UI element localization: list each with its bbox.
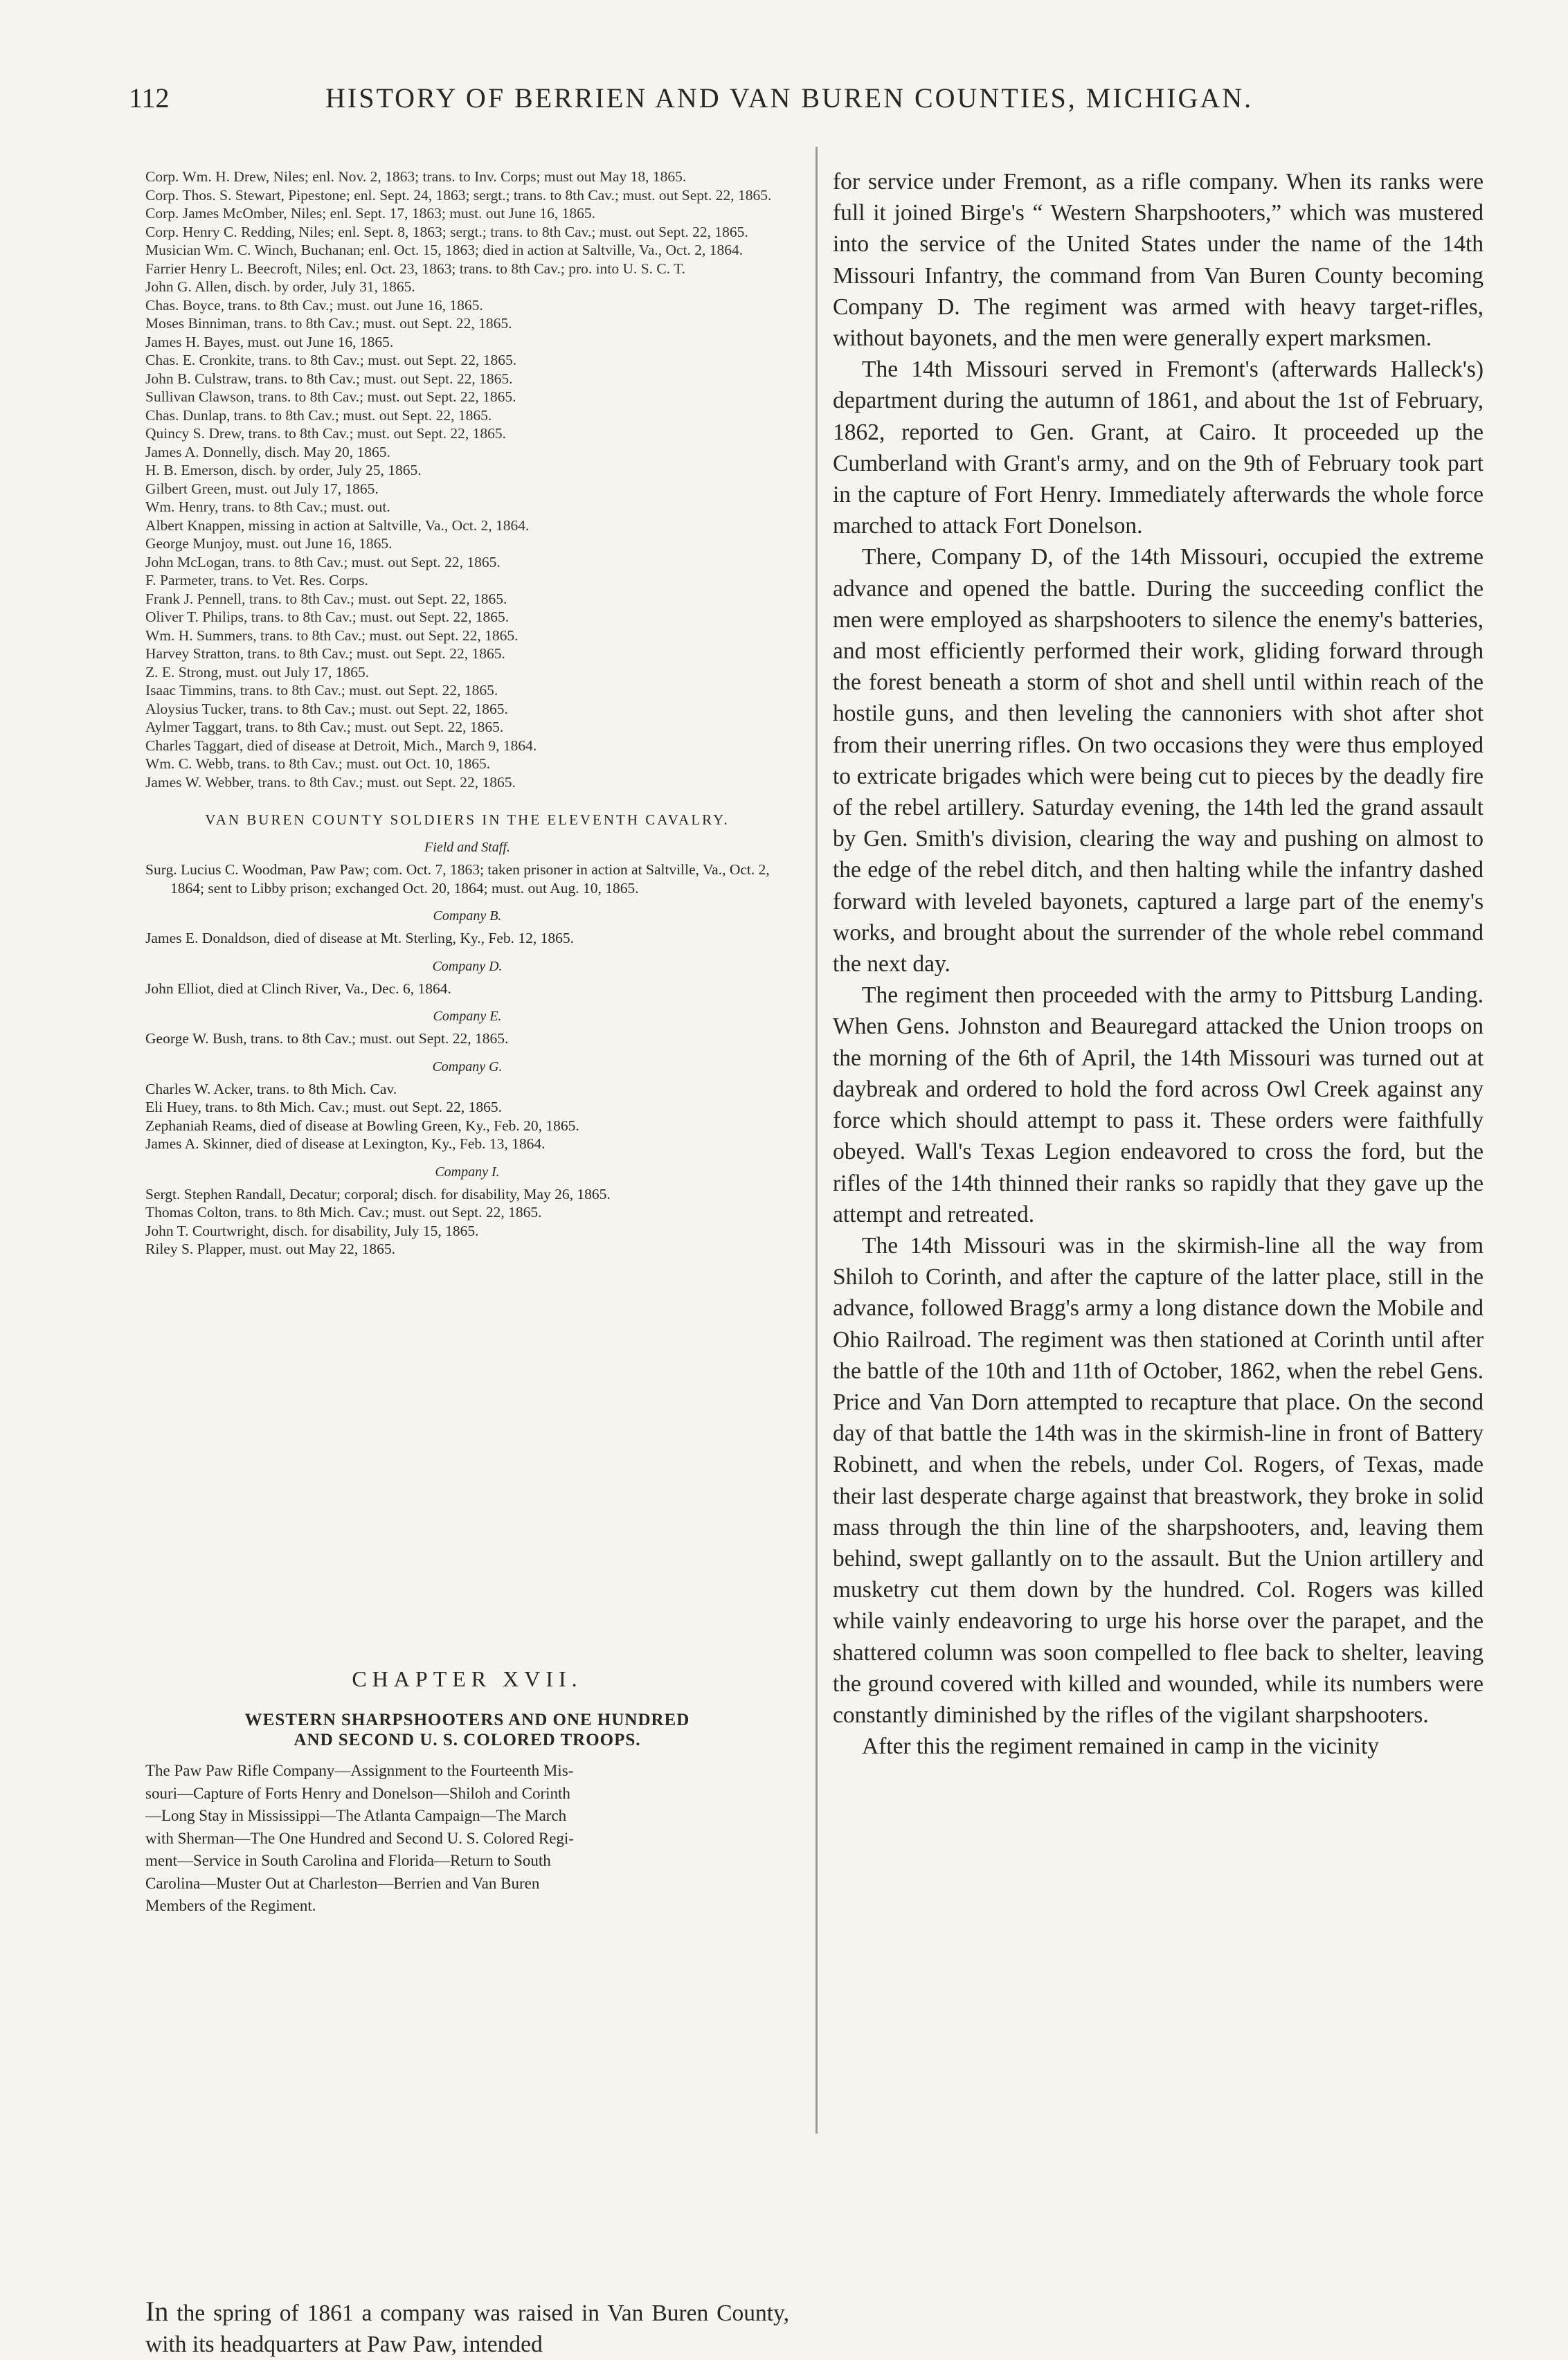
synopsis-line: souri—Capture of Forts Henry and Donelson—Shiloh and Corinth	[145, 1784, 570, 1802]
drop-initial: In	[145, 2295, 169, 2327]
roll-entry: Moses Binniman, trans. to 8th Cav.; must. out Sept. 22, 1865.	[145, 315, 512, 332]
roll-entry: Chas. Boyce, trans. to 8th Cav.; must. out June 16, 1865.	[145, 296, 483, 314]
left-column	[145, 168, 789, 2357]
body-paragraph: for service under Fremont, as a rifle company. When its ranks were full it joined Birge's “ Western Sharpshooters,” which was mustered into the service of the United States under the name of the 14th Missouri Infantry, the command from Van Buren County becoming Company D. The regiment was armed with heavy target-rifles, without bayonets, and the men were generally expert marksmen.	[833, 169, 1484, 352]
synopsis-line: —Long Stay in Mississippi—The Atlanta Campaign—The March	[145, 1807, 567, 1824]
roll-entry: John B. Culstraw, trans. to 8th Cav.; must. out Sept. 22, 1865.	[145, 370, 513, 387]
body-paragraph: There, Company D, of the 14th Missouri, occupied the extreme advance and opened the battle. During the succeeding conflict the men were employed as sharpshooters to silence the enemy's batteries, and most efficiently performed their work, gliding forward through the forest beneath a storm of shot and shell until within reach of the hostile guns, and then leveling the cannoniers with shot after shot from their unerring rifles. On two occasions they were thus employed to extricate brigades which were being cut to pieces by the deadly fire of the rebel artillery. Saturday evening, the 14th led the grand assault by Gen. Smith's division, clearing the way and pushing on almost to the edge of the rebel ditch, and then halting while the infantry dashed forward with leveled bayonets, captured a large part of the enemy's works, and brought about the surrender of the whole rebel command the next day.	[833, 544, 1484, 978]
roll-entry: Riley S. Plapper, must. out May 22, 1865.	[145, 1241, 396, 1257]
subheading-field-staff: Field and Staff.	[424, 840, 510, 855]
roll-entry: Aylmer Taggart, trans. to 8th Cav.; must. out Sept. 22, 1865.	[145, 719, 504, 735]
roll-entry: Quincy S. Drew, trans. to 8th Cav.; must. out Sept. 22, 1865.	[145, 425, 506, 442]
roll-entry: Frank J. Pennell, trans. to 8th Cav.; must. out Sept. 22, 1865.	[145, 590, 507, 607]
roll-entry: John G. Allen, disch. by order, July 31, 1865.	[145, 278, 415, 295]
roll-entry: F. Parmeter, trans. to Vet. Res. Corps.	[145, 572, 368, 588]
column-rule	[815, 147, 818, 2134]
synopsis-line: with Sherman—The One Hundred and Second U. S. Colored Regi-	[145, 1829, 574, 1847]
roll-entry: Corp. Wm. H. Drew, Niles; enl. Nov. 2, 1863; trans. to Inv. Corps; must out May 18, 1865.	[145, 168, 687, 185]
roll-entry: Albert Knappen, missing in action at Saltville, Va., Oct. 2, 1864.	[145, 516, 530, 534]
roll-entry: James E. Donaldson, died of disease at Mt. Sterling, Ky., Feb. 12, 1865.	[145, 930, 575, 946]
eleventh-cavalry-section	[145, 811, 789, 1259]
roll-entry: Corp. Thos. S. Stewart, Pipestone; enl. Sept. 24, 1863; sergt.; trans. to 8th Cav.; must. out Sept. 22, 1865.	[145, 186, 772, 204]
body-paragraph: The regiment then proceeded with the army to Pittsburg Landing. When Gens. Johnston and Beauregard attacked the Union troops on the morning of the 6th of April, the 14th Missouri was turned out at daybreak and ordered to hold the ford across Owl Creek against any force which should attempt to pass it. These orders were faithfully obeyed. Wall's Texas Legion endeavored to cross the ford, but the rifles of the 14th thinned their ranks so rapidly that they gave up the attempt and retreated.	[833, 982, 1484, 1227]
roll-entry: James A. Skinner, died of disease at Lexington, Ky., Feb. 13, 1864.	[145, 1135, 546, 1152]
roll-entry: Charles W. Acker, trans. to 8th Mich. Cav.	[145, 1080, 397, 1097]
body-paragraph: The 14th Missouri was in the skirmish-line all the way from Shiloh to Corinth, and after the capture of the latter place, still in the advance, followed Bragg's army a long distance down the Mobile and Ohio Railroad. The regiment was then stationed at Corinth until after the battle of the 10th and 11th of October, 1862, when the rebel Gens. Price and Van Dorn attempted to recapture that place. On the second day of that battle the 14th was in the skirmish-line in front of Battery Robinett, and when the rebels, under Col. Rogers, of Texas, made their last desperate charge against that breastwork, they broke in solid mass through the thin line of the sharpshooters, and, leaving them behind, swept gallantly on to the assault. But the Union artillery and musketry cut them down by the hundred. Col. Rogers was killed while vainly endeavoring to urge his horse over the parapet, and the shattered column was soon compelled to flee back to shelter, leaving the ground covered with killed and wounded, while its numbers were constantly diminished by the rifles of the vigilant sharpshooters.	[833, 1232, 1484, 1728]
roll-entry: Corp. Henry C. Redding, Niles; enl. Sept. 8, 1863; sergt.; trans. to 8th Cav.; must. out Sept. 22, 1865.	[145, 223, 748, 240]
roll-entry: Eli Huey, trans. to 8th Mich. Cav.; must. out Sept. 22, 1865.	[145, 1099, 502, 1115]
roll-entry: James H. Bayes, must. out June 16, 1865.	[145, 333, 394, 350]
roll-entry: Farrier Henry L. Beecroft, Niles; enl. Oct. 23, 1863; trans. to 8th Cav.; pro. into U. S. C. T.	[145, 260, 686, 277]
roll-entry: Charles Taggart, died of disease at Detroit, Mich., March 9, 1864.	[145, 737, 537, 754]
body-paragraph: After this the regiment remained in camp in the vicinity	[862, 1733, 1380, 1760]
chapter-title-line: WESTERN SHARPSHOOTERS AND ONE HUNDRED	[244, 1711, 690, 1729]
roll-entry: Zephaniah Reams, died of disease at Bowling Green, Ky., Feb. 20, 1865.	[145, 1117, 579, 1134]
roll-entry: Z. E. Strong, must. out July 17, 1865.	[145, 663, 370, 681]
roll-entry: Sergt. Stephen Randall, Decatur; corporal; disch. for disability, May 26, 1865.	[145, 1185, 611, 1202]
opening-text: the spring of 1861 a company was raised in Van Buren County, with its headquarters at Paw Paw, intended	[145, 2300, 789, 2357]
chapter-title-line: AND SECOND U. S. COLORED TROOPS.	[294, 1731, 641, 1749]
synopsis-line: Members of the Regiment.	[145, 1897, 316, 1914]
chapter-synopsis	[145, 1760, 789, 1918]
page-header	[0, 82, 1568, 130]
roll-entry: Chas. E. Cronkite, trans. to 8th Cav.; must. out Sept. 22, 1865.	[145, 352, 517, 368]
roll-entry: John T. Courtwright, disch. for disability, July 15, 1865.	[145, 1222, 479, 1239]
roll-entry: George W. Bush, trans. to 8th Cav.; must. out Sept. 22, 1865.	[145, 1030, 509, 1047]
roll-entry: Harvey Stratton, trans. to 8th Cav.; must. out Sept. 22, 1865.	[145, 645, 505, 662]
roll-entry: Oliver T. Philips, trans. to 8th Cav.; must. out Sept. 22, 1865.	[145, 609, 510, 625]
synopsis-line: The Paw Paw Rifle Company—Assignment to the Fourteenth Mis-	[145, 1762, 574, 1779]
subheading-company-g: Company G.	[432, 1059, 503, 1074]
chapter-title	[145, 1710, 789, 1750]
roll-entry: Isaac Timmins, trans. to 8th Cav.; must. out Sept. 22, 1865.	[145, 682, 498, 699]
synopsis-line: Carolina—Muster Out at Charleston—Berrien and Van Buren	[145, 1874, 540, 1892]
right-column	[833, 166, 1484, 1762]
roll-entry: Sullivan Clawson, trans. to 8th Cav.; must. out Sept. 22, 1865.	[145, 388, 516, 405]
roll-entry: Wm. Henry, trans. to 8th Cav.; must. out.	[145, 498, 390, 515]
subheading-company-b: Company B.	[433, 908, 502, 924]
roll-entry: John McLogan, trans. to 8th Cav.; must. out Sept. 22, 1865.	[145, 553, 501, 570]
roll-entry: James A. Donnelly, disch. May 20, 1865.	[145, 443, 390, 460]
synopsis-line: ment—Service in South Carolina and Florida—Return to South	[145, 1852, 551, 1869]
chapter-opening-paragraph	[145, 2296, 789, 2360]
roll-entry: James W. Webber, trans. to 8th Cav.; must. out Sept. 22, 1865.	[145, 773, 516, 791]
muster-roll-list	[145, 168, 789, 791]
subheading-company-d: Company D.	[432, 958, 503, 974]
roll-entry: Chas. Dunlap, trans. to 8th Cav.; must. out Sept. 22, 1865.	[145, 406, 492, 424]
subheading-company-i: Company I.	[435, 1164, 500, 1180]
roll-entry: Thomas Colton, trans. to 8th Mich. Cav.; must. out Sept. 22, 1865.	[145, 1204, 542, 1220]
roll-entry: John Elliot, died at Clinch River, Va., Dec. 6, 1864.	[145, 980, 451, 997]
page-number: 112	[129, 82, 170, 114]
roll-entry: Surg. Lucius C. Woodman, Paw Paw; com. Oct. 7, 1863; taken prisoner in action at Saltville, Va., Oct. 2, 1864; sent to Libby prison; exchanged Oct. 20, 1864; must. out Aug. 10, 1865.	[145, 861, 770, 897]
section-heading: VAN BUREN COUNTY SOLDIERS IN THE ELEVENTH CAVALRY.	[205, 811, 730, 828]
roll-entry: Musician Wm. C. Winch, Buchanan; enl. Oct. 15, 1863; died in action at Saltville, Va., Oct. 2, 1864.	[145, 242, 744, 258]
roll-entry: George Munjoy, must. out June 16, 1865.	[145, 535, 393, 552]
roll-entry: Gilbert Green, must. out July 17, 1865.	[145, 480, 379, 497]
roll-entry: Wm. C. Webb, trans. to 8th Cav.; must. out Oct. 10, 1865.	[145, 755, 491, 772]
subheading-company-e: Company E.	[433, 1009, 502, 1024]
roll-entry: H. B. Emerson, disch. by order, July 25, 1865.	[145, 462, 422, 478]
roll-entry: Corp. James McOmber, Niles; enl. Sept. 17, 1863; must. out June 16, 1865.	[145, 205, 596, 222]
roll-entry: Wm. H. Summers, trans. to 8th Cav.; must. out Sept. 22, 1865.	[145, 627, 519, 644]
body-paragraph: The 14th Missouri served in Fremont's (afterwards Halleck's) department during the autumn of 1861, and about the 1st of February, 1862, reported to Gen. Grant, at Cairo. It proceeded up the Cumberland with Grant's army, and on the 9th of February took part in the capture of Fort Henry. Immediately afterwards the whole force marched to attack Fort Donelson.	[833, 357, 1484, 539]
roll-entry: Aloysius Tucker, trans. to 8th Cav.; must. out Sept. 22, 1865.	[145, 700, 508, 717]
chapter-number: CHAPTER XVII.	[352, 1666, 583, 1691]
running-title: HISTORY OF BERRIEN AND VAN BUREN COUNTIES, MICHIGAN.	[325, 82, 1254, 114]
